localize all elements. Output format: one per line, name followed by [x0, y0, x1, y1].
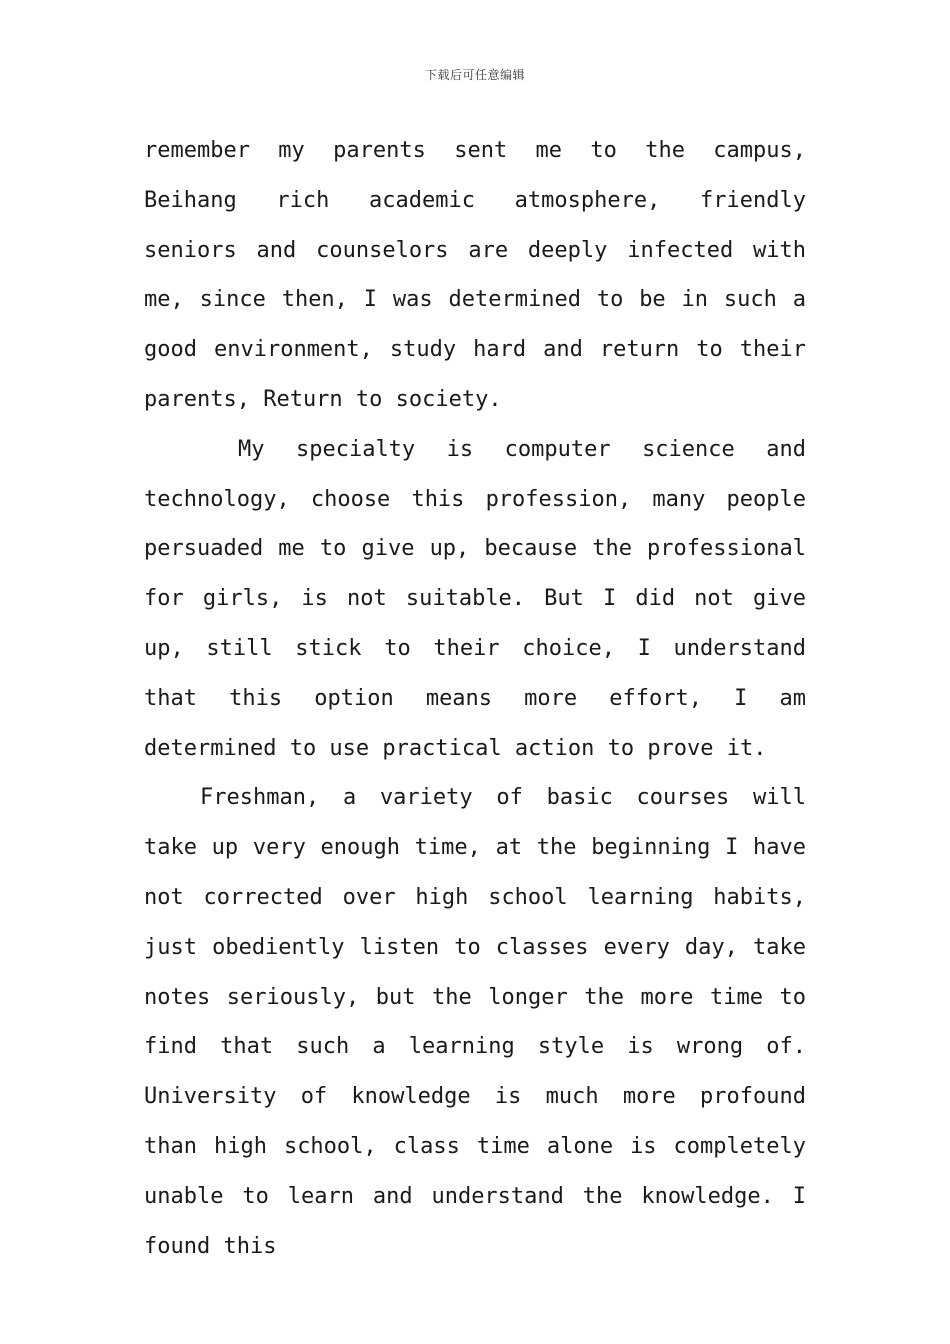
- paragraph-3: Freshman, a variety of basic courses will take up very enough time, at the beginning I have not corrected over high school learning habits, just obediently listen to classes every day, take notes seriously, but the longer the more time to find that such a learning style is wrong of. University of knowledge is much more profound than high school, class time alone is completely unable to learn and understand the knowledge. I found this: [144, 785, 806, 1259]
- document-body: [144, 126, 806, 1271]
- paragraph-1: remember my parents sent me to the campus, Beihang rich academic atmosphere, friendly seniors and counselors are deeply infected with me, since then, I was determined to be in such a good environment, study hard and return to their parents, Return to society.: [144, 138, 806, 412]
- page-header-note: 下载后可任意编辑: [424, 68, 525, 82]
- paragraph-2: My specialty is computer science and technology, choose this profession, many people persuaded me to give up, because the professional for girls, is not suitable. But I did not give up, still stick to their choice, I understand that this option means more effort, I am determined to use practical action to prove it.: [144, 436, 806, 761]
